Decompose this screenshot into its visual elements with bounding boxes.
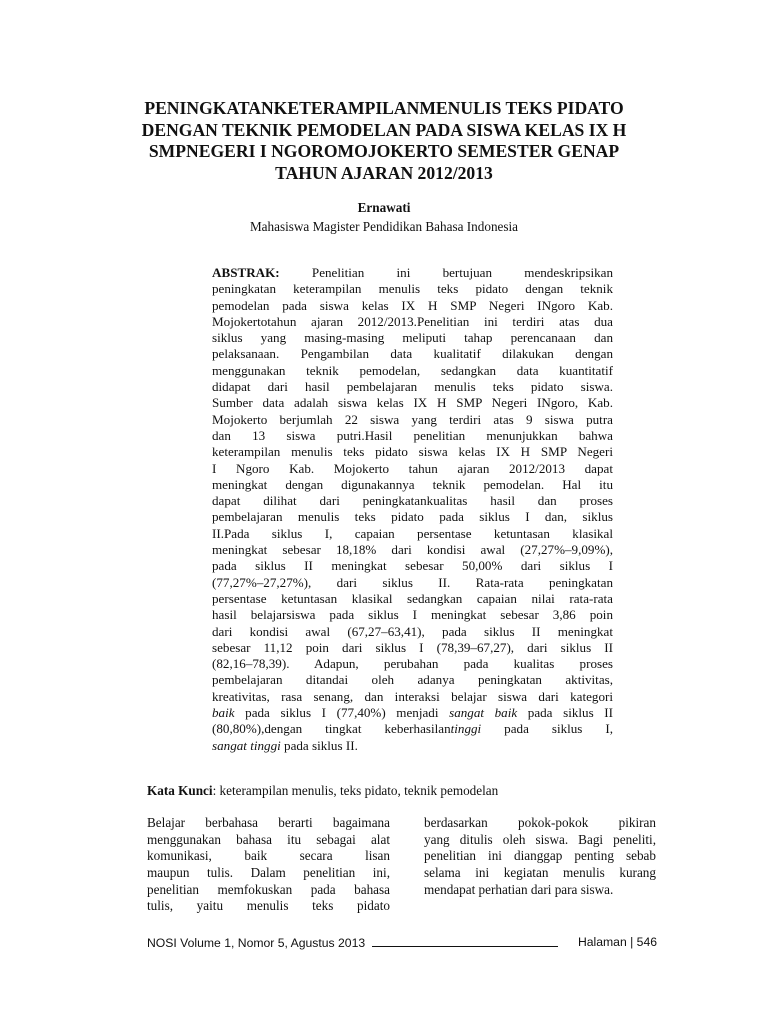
abstract-line: pembelajaran ditandai oleh adanya peningkatan aktivitas, — [212, 672, 613, 688]
title-line: DENGAN TEKNIK PEMODELAN PADA SISWA KELAS IX H — [141, 119, 627, 140]
keywords-text: : keterampilan menulis, teks pidato, teknik pemodelan — [212, 783, 499, 798]
body-column-left — [147, 815, 390, 915]
paper-title — [140, 98, 628, 184]
abstract-block — [212, 265, 613, 754]
abstract-line: meningkat dengan digunakannya teknik pemodelan. Hal itu — [212, 476, 613, 492]
footer-journal-info: NOSI Volume 1, Nomor 5, Agustus 2013 — [147, 935, 558, 950]
abstract-line: (80,80%),dengan tingkat keberhasilantinggi pada siklus I, — [212, 721, 613, 737]
page-footer — [147, 935, 657, 953]
body-line: yang ditulis oleh siswa. Bagi peneliti, — [424, 831, 656, 847]
body-line: selama ini kegiatan menulis kurang — [424, 865, 656, 881]
abstract-line: meningkat sebesar 18,18% dari kondisi awal (27,27%–9,09%), — [212, 542, 613, 558]
abstract-line: pada siklus II meningkat sebesar 50,00% dari siklus I — [212, 558, 613, 574]
abstract-line: (82,16–78,39). Adapun, perubahan pada kualitas proses — [212, 656, 613, 672]
abstract-line: II.Pada siklus I, capaian persentase ketuntasan klasikal — [212, 525, 613, 541]
abstract-line: baik pada siklus I (77,40%) menjadi sangat baik pada siklus II — [212, 705, 613, 721]
abstract-line: kreativitas, rasa senang, dan interaksi belajar siswa dari kategori — [212, 688, 613, 704]
abstract-line: Mojokerto berjumlah 22 siswa yang terdiri atas 9 siswa putra — [212, 411, 613, 427]
footer-rule — [372, 935, 558, 947]
abstract-line: pelaksanaan. Pengambilan data kualitatif dilakukan dengan — [212, 346, 613, 362]
author-affiliation: Mahasiswa Magister Pendidikan Bahasa Indonesia — [249, 219, 519, 234]
body-column-right — [424, 815, 656, 898]
abstract-line: Mojokertotahun ajaran 2012/2013.Penelitian ini terdiri atas dua — [212, 313, 613, 329]
title-line: TAHUN AJARAN 2012/2013 — [275, 162, 493, 183]
keywords — [147, 783, 617, 799]
abstract-line: ABSTRAK: Penelitian ini bertujuan mendeskripsikan — [212, 265, 613, 280]
abstract-line: menggunakan teknik pemodelan, sedangkan data kuantitatif — [212, 362, 613, 378]
abstract-line: sebesar 11,12 poin dari siklus I (78,39–67,27), dari siklus II — [212, 639, 613, 655]
body-line: penelitian memfokuskan pada bahasa — [147, 881, 390, 897]
abstract-line: persentase ketuntasan klasikal sedangkan capaian nilai rata-rata — [212, 590, 613, 606]
abstract-line: hasil belajarsiswa pada siklus I meningkat sebesar 3,86 poin — [212, 607, 613, 623]
abstract-line: keterampilan menulis teks pidato siswa kelas IX H SMP Negeri — [212, 444, 613, 460]
abstract-line: dari kondisi awal (67,27–63,41), pada siklus II meningkat — [212, 623, 613, 639]
title-line: SMPNEGERI I NGOROMOJOKERTO SEMESTER GENAP — [148, 141, 620, 161]
body-line: penelitian ini dianggap penting sebab — [424, 848, 656, 864]
abstract-line: siklus yang masing-masing meliputi tahap perencanaan dan — [212, 330, 613, 346]
abstract-line: peningkatan keterampilan menulis teks pidato dengan teknik — [212, 281, 613, 297]
abstract-line: sangat tinggi pada siklus II. — [212, 737, 358, 753]
body-line: berdasarkan pokok-pokok pikiran — [424, 815, 656, 830]
body-line: maupun tulis. Dalam penelitian ini, — [147, 865, 390, 881]
abstract-line: dapat dilihat dari peningkatankualitas hasil dan proses — [212, 493, 613, 509]
abstract-line: dan 13 siswa putri.Hasil penelitian menunjukkan bahwa — [212, 427, 613, 443]
body-line: tulis, yaitu menulis teks pidato — [147, 898, 390, 914]
body-line: Belajar berbahasa berarti bagaimana — [147, 815, 390, 830]
body-line: mendapat perhatian dari para siswa. — [424, 881, 614, 897]
abstract-line: I Ngoro Kab. Mojokerto tahun ajaran 2012/2013 dapat — [212, 460, 613, 476]
abstract-line: Sumber data adalah siswa kelas IX H SMP Negeri INgoro, Kab. — [212, 395, 613, 411]
body-line: menggunakan bahasa itu sebagai alat — [147, 831, 390, 847]
abstract-line: pemodelan pada siswa kelas IX H SMP Negeri INgoro Kab. — [212, 297, 613, 313]
body-line: komunikasi, baik secara lisan — [147, 848, 390, 864]
abstract-label: ABSTRAK: — [212, 265, 280, 280]
abstract-line: didapat dari hasil pembelajaran menulis teks pidato siswa. — [212, 379, 613, 395]
author-name: Ernawati — [357, 200, 411, 215]
abstract-line: pembelajaran menulis teks pidato pada siklus I dan, siklus — [212, 509, 613, 525]
abstract-line: (77,27%–27,27%), dari siklus II. Rata-rata peningkatan — [212, 574, 613, 590]
title-line: PENINGKATANKETERAMPILANMENULIS TEKS PIDATO — [144, 98, 624, 118]
keywords-label: Kata Kunci — [147, 783, 213, 798]
footer-page-number: Halaman | 546 — [577, 935, 657, 949]
